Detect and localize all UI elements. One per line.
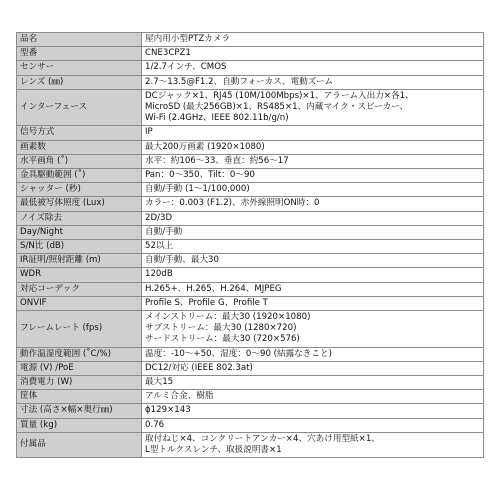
spec-row bbox=[17, 311, 484, 348]
spec-row bbox=[17, 254, 484, 268]
spec-value bbox=[142, 432, 484, 457]
spec-label: ノイズ除去 bbox=[17, 211, 142, 225]
spec-value bbox=[142, 240, 484, 254]
spec-value bbox=[142, 126, 484, 140]
spec-label: 対応コーデック bbox=[17, 282, 142, 296]
spec-value bbox=[142, 61, 484, 75]
spec-sheet bbox=[16, 32, 484, 458]
spec-label: レンズ (㎜) bbox=[17, 75, 142, 89]
spec-value-line: アルミ合金、樹脂 bbox=[145, 391, 214, 402]
spec-value-line: サードストリーム：最大30 (720×576) bbox=[145, 334, 300, 345]
spec-value-line: H.265+、H.265、H.264、MJPEG bbox=[145, 283, 282, 294]
spec-value-line: カラー：0.003 (F1.2)、赤外線照明ON時：0 bbox=[145, 198, 320, 209]
spec-value-line: 自動/手動 bbox=[145, 226, 183, 237]
spec-row bbox=[17, 75, 484, 89]
spec-value bbox=[142, 211, 484, 225]
spec-row bbox=[17, 376, 484, 390]
spec-row bbox=[17, 390, 484, 404]
spec-row bbox=[17, 197, 484, 211]
spec-value-line: Wi-Fi (2.4GHz、IEEE 802.11b/g/n) bbox=[145, 113, 289, 124]
spec-value bbox=[142, 254, 484, 268]
spec-value-line: MicroSD (最大256GB)×1、RS485×1、内蔵マイク・スピーカー、 bbox=[145, 102, 409, 113]
spec-row bbox=[17, 268, 484, 282]
spec-table bbox=[16, 32, 484, 458]
spec-value bbox=[142, 347, 484, 361]
spec-value-line: CNE3CPZ1 bbox=[145, 48, 191, 59]
spec-value-line: 取付ねじ×4、コンクリートアンカー×4、穴あけ用型紙×1、 bbox=[145, 433, 380, 444]
spec-value-line: L型トルクスレンチ、取扱説明書×1 bbox=[145, 445, 282, 456]
spec-label: シャッター (秒) bbox=[17, 183, 142, 197]
spec-label: 型番 bbox=[17, 47, 142, 61]
spec-value-line: ϕ129×143 bbox=[145, 405, 191, 416]
spec-value bbox=[142, 225, 484, 239]
spec-row bbox=[17, 154, 484, 168]
spec-label: Day/Night bbox=[17, 225, 142, 239]
spec-row bbox=[17, 225, 484, 239]
spec-value bbox=[142, 140, 484, 154]
spec-label: 寸法 (高さ×幅×奥行㎜) bbox=[17, 404, 142, 418]
spec-value bbox=[142, 311, 484, 348]
spec-label: 電源 (V) /PoE bbox=[17, 361, 142, 375]
spec-label: WDR bbox=[17, 268, 142, 282]
spec-value bbox=[142, 33, 484, 47]
spec-label: 金具駆動範囲 (˚) bbox=[17, 169, 142, 183]
spec-value-line: DC12/対応 (IEEE 802.3at) bbox=[145, 362, 253, 373]
spec-row bbox=[17, 126, 484, 140]
spec-row bbox=[17, 361, 484, 375]
spec-label: フレームレート (fps) bbox=[17, 311, 142, 348]
spec-value-line: 1/2.7インチ、CMOS bbox=[145, 62, 227, 73]
spec-row bbox=[17, 211, 484, 225]
spec-value bbox=[142, 75, 484, 89]
spec-label: センサー bbox=[17, 61, 142, 75]
spec-value-line: 0.76 bbox=[145, 419, 165, 430]
spec-value-line: 52以上 bbox=[145, 241, 174, 252]
spec-value-line: 水平：約106～33、垂直：約56～17 bbox=[145, 155, 289, 166]
spec-value-line: 2D/3D bbox=[145, 212, 173, 223]
spec-value bbox=[142, 418, 484, 432]
spec-label: 質量 (kg) bbox=[17, 418, 142, 432]
spec-value bbox=[142, 390, 484, 404]
spec-value-line: DCジャック×1、RJ45 (10M/100Mbps)×1、アラーム入出力×各1、 bbox=[145, 90, 414, 101]
spec-label: 動作温湿度範囲 (˚C/%) bbox=[17, 347, 142, 361]
spec-value-line: 屋内用小型PTZカメラ bbox=[145, 34, 231, 44]
spec-label: IR証明/照射距離 (m) bbox=[17, 254, 142, 268]
spec-value-line: 温度：-10～+50、湿度：0～90 (結露なきこと) bbox=[145, 348, 332, 359]
spec-value-line: 自動/手動 (1～1/100,000) bbox=[145, 184, 250, 195]
spec-value bbox=[142, 197, 484, 211]
spec-label: 筐体 bbox=[17, 390, 142, 404]
spec-row bbox=[17, 240, 484, 254]
spec-row bbox=[17, 432, 484, 457]
spec-value bbox=[142, 404, 484, 418]
spec-value-line: メインストリーム：最大30 (1920×1080) bbox=[145, 312, 311, 323]
spec-value bbox=[142, 89, 484, 126]
spec-label: 画素数 bbox=[17, 140, 142, 154]
spec-row bbox=[17, 140, 484, 154]
spec-value-line: 最大200万画素 (1920×1080) bbox=[145, 141, 265, 152]
spec-row bbox=[17, 169, 484, 183]
spec-value-line: 最大15 bbox=[145, 377, 174, 388]
spec-value bbox=[142, 296, 484, 310]
spec-value bbox=[142, 361, 484, 375]
spec-table-body bbox=[17, 33, 484, 458]
spec-row bbox=[17, 296, 484, 310]
spec-row bbox=[17, 61, 484, 75]
spec-row bbox=[17, 282, 484, 296]
spec-value-line: 2.7～13.5@F1.2、自動フォーカス、電動ズーム bbox=[145, 76, 334, 87]
spec-label: インターフェース bbox=[17, 89, 142, 126]
spec-label: 信号方式 bbox=[17, 126, 142, 140]
spec-value-line: サブストリーム：最大30 (1280×720) bbox=[145, 323, 297, 334]
spec-value-line: 120dB bbox=[145, 269, 173, 280]
spec-row bbox=[17, 418, 484, 432]
spec-label: 品名 bbox=[17, 33, 142, 47]
spec-row bbox=[17, 33, 484, 47]
spec-value-line: 自動/手動、最大30 bbox=[145, 255, 219, 266]
spec-label: 水平画角 (˚) bbox=[17, 154, 142, 168]
spec-value-line: Profile S、Profile G、Profile T bbox=[145, 297, 268, 308]
spec-value bbox=[142, 154, 484, 168]
spec-value bbox=[142, 183, 484, 197]
spec-row bbox=[17, 404, 484, 418]
spec-value bbox=[142, 268, 484, 282]
spec-value bbox=[142, 47, 484, 61]
spec-value-line: Pan：0～350、Tilt：0～90 bbox=[145, 170, 255, 181]
spec-row bbox=[17, 347, 484, 361]
spec-value bbox=[142, 169, 484, 183]
spec-label: 付属品 bbox=[17, 432, 142, 457]
spec-label: 最低被写体照度 (Lux) bbox=[17, 197, 142, 211]
spec-label: S/N比 (dB) bbox=[17, 240, 142, 254]
spec-row bbox=[17, 183, 484, 197]
spec-row bbox=[17, 47, 484, 61]
spec-label: ONVIF bbox=[17, 296, 142, 310]
spec-label: 消費電力 (W) bbox=[17, 376, 142, 390]
spec-value-line: IP bbox=[145, 127, 153, 138]
spec-row bbox=[17, 89, 484, 126]
spec-value bbox=[142, 376, 484, 390]
spec-value bbox=[142, 282, 484, 296]
